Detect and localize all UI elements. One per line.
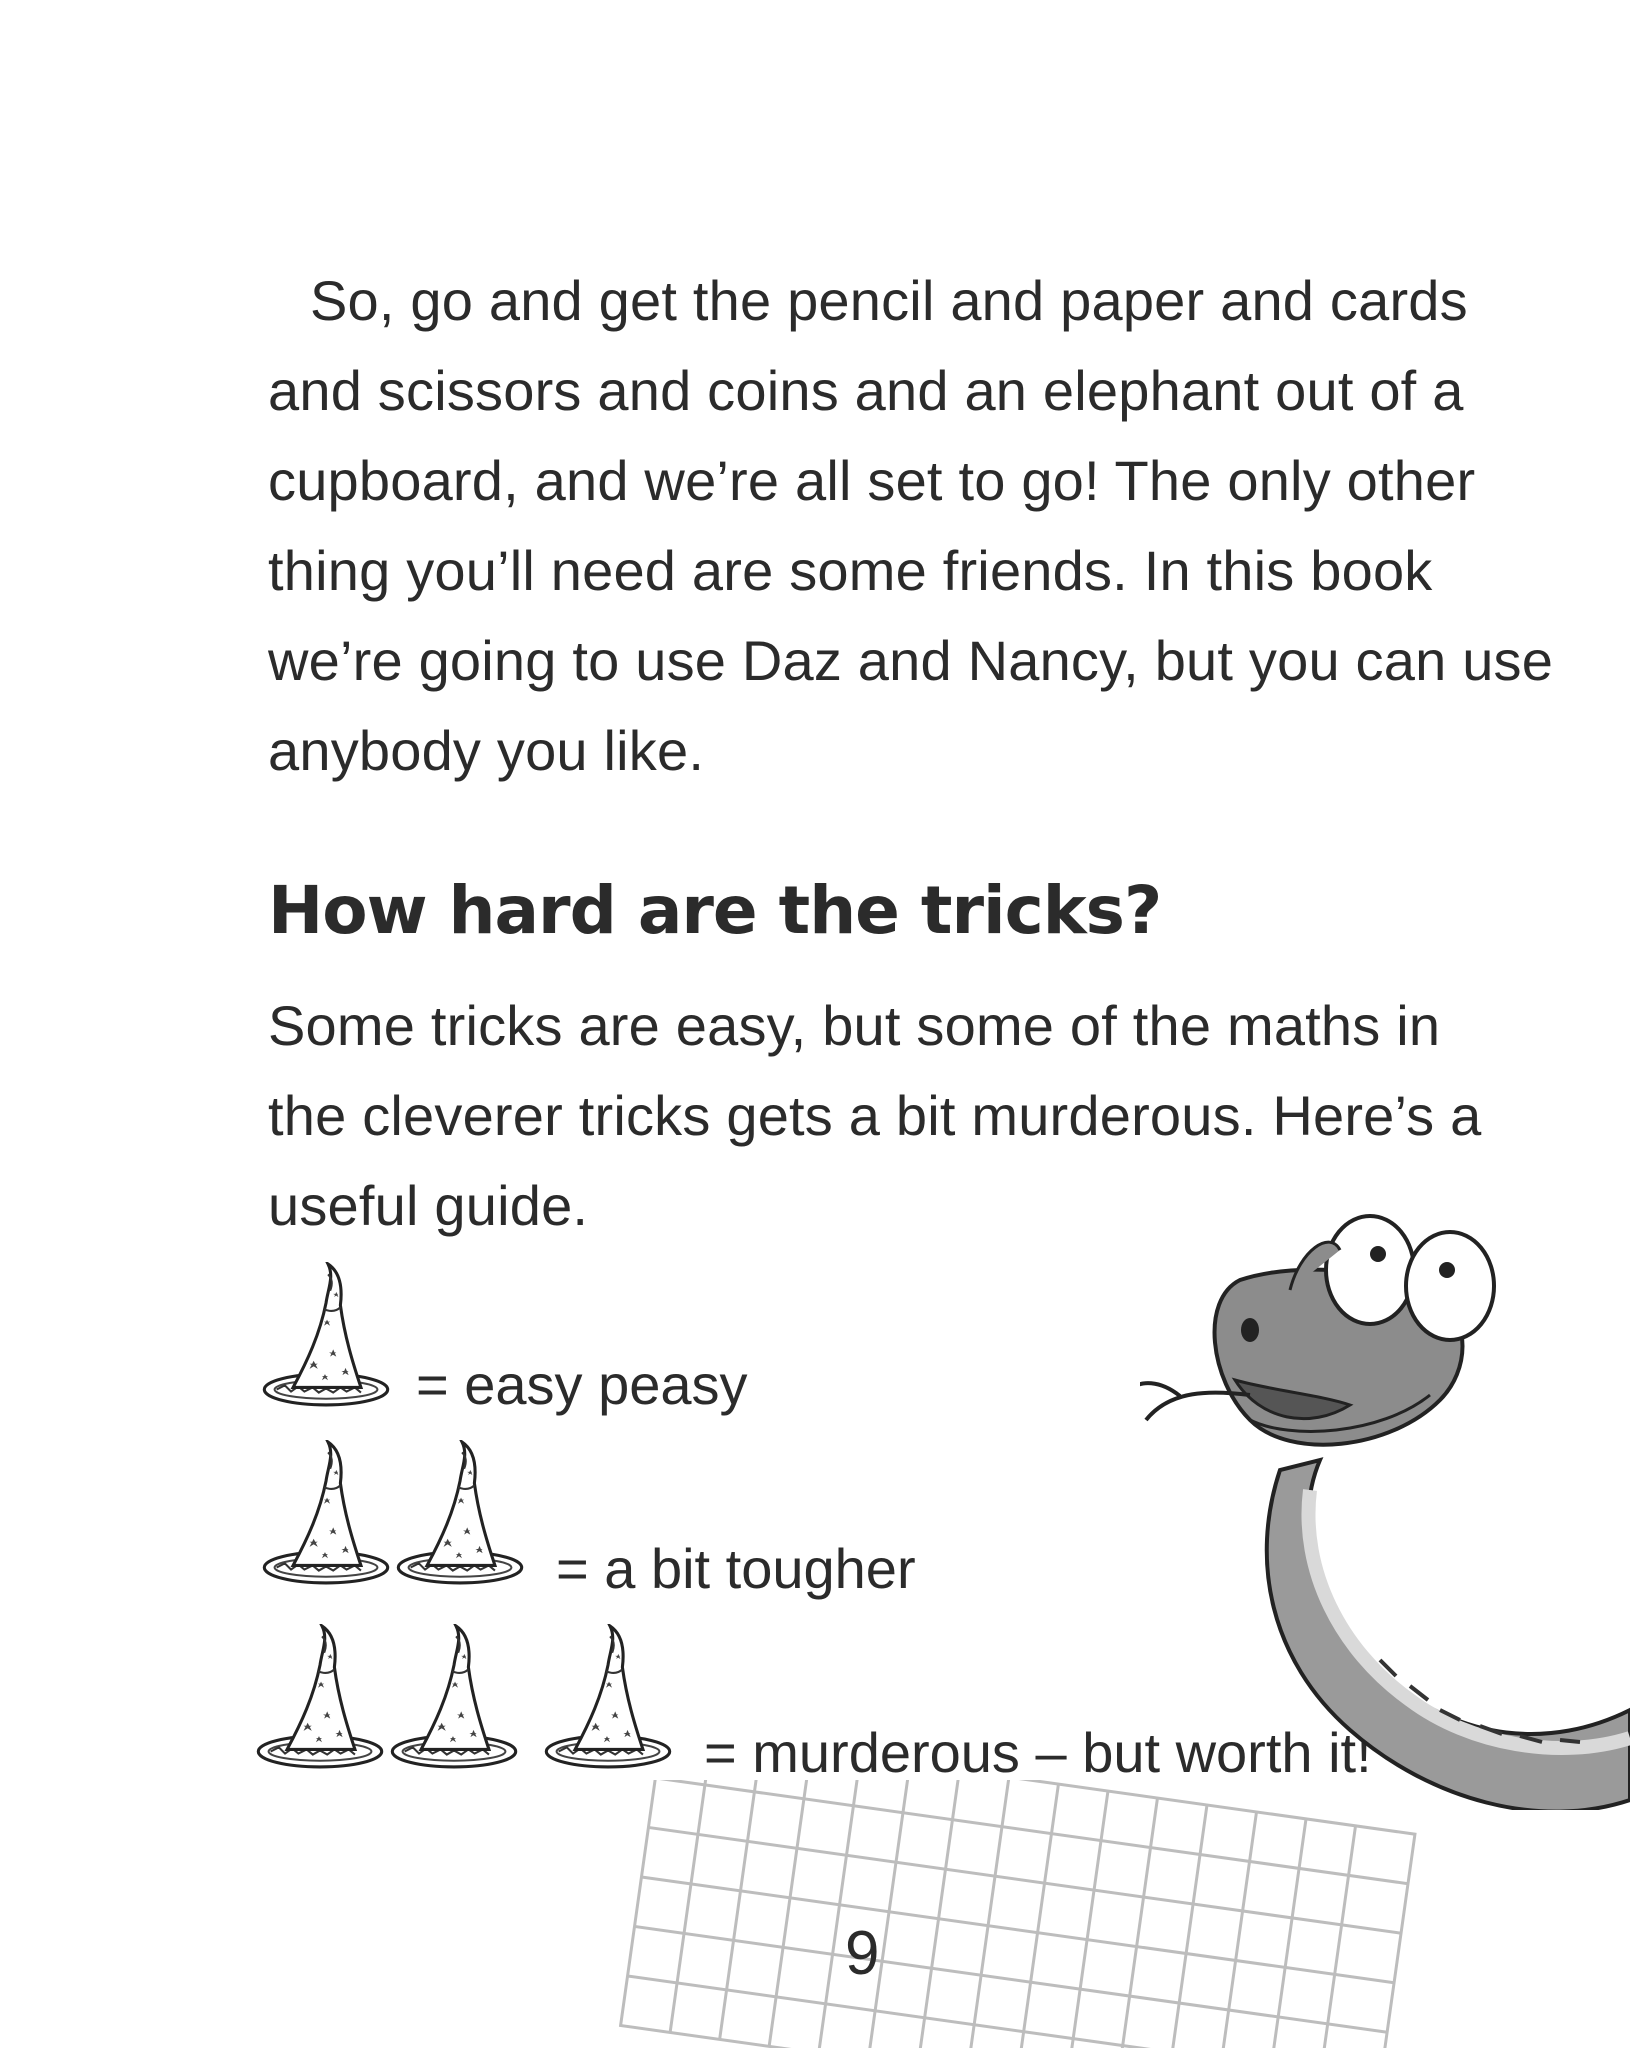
- wizard-hat-icon: [256, 1624, 384, 1770]
- intro-line: So, go and get the pencil and paper and cards: [310, 269, 1468, 332]
- intro-line: cupboard, and we’re all set to go! The only other: [268, 449, 1476, 512]
- grid-paper-decoration: [560, 1780, 1480, 2048]
- wizard-hat-icon: [544, 1624, 672, 1770]
- intro-line: thing you’ll need are some friends. In this book: [268, 539, 1433, 602]
- section-heading: How hard are the tricks?: [268, 872, 1162, 949]
- legend-label: = easy peasy: [416, 1353, 748, 1416]
- section-line: useful guide.: [268, 1174, 589, 1237]
- wizard-hat-icon: [262, 1440, 390, 1586]
- legend-label: = murderous – but worth it!: [704, 1721, 1372, 1784]
- wizard-hat-icon: [396, 1440, 524, 1586]
- section-line: the cleverer tricks gets a bit murderous. Here’s a: [268, 1084, 1482, 1147]
- intro-paragraph: [268, 256, 1554, 796]
- wizard-hat-icon: [390, 1624, 518, 1770]
- legend-label: = a bit tougher: [556, 1537, 916, 1600]
- intro-line: and scissors and coins and an elephant out of a: [268, 359, 1464, 422]
- intro-line: anybody you like.: [268, 719, 705, 782]
- wizard-hat-icon: [262, 1262, 390, 1408]
- section-line: Some tricks are easy, but some of the maths in: [268, 994, 1441, 1057]
- page-number: 9: [845, 1919, 880, 1988]
- intro-line: we’re going to use Daz and Nancy, but you can use: [268, 629, 1554, 692]
- snake-icon: [1140, 1190, 1630, 1810]
